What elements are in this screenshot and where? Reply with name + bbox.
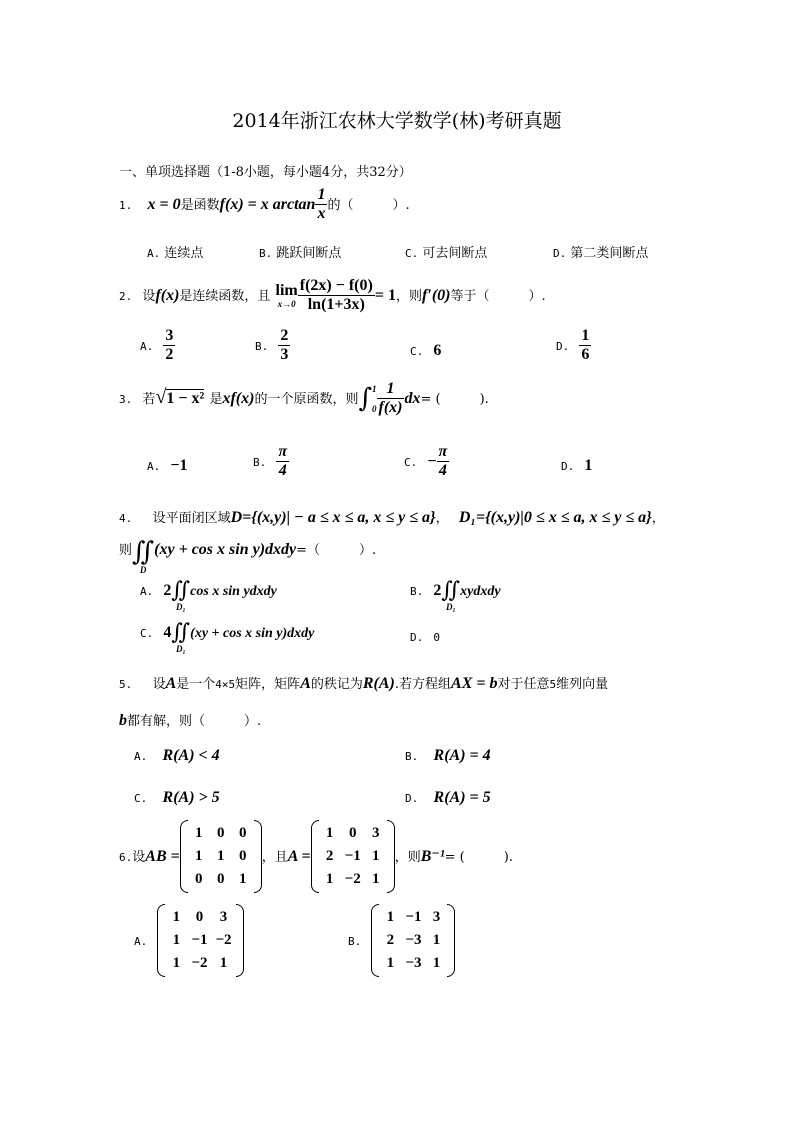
option-label: B. [348, 935, 362, 948]
matrix-cell: 1 [172, 909, 181, 925]
question-text: ， [651, 511, 665, 526]
option-a [140, 327, 175, 364]
question-text: 设 [132, 850, 146, 865]
question-text: 的一个原函数，则 [254, 392, 359, 407]
option-label: B. [259, 247, 273, 260]
option-label: B. [253, 456, 267, 469]
option-label: D. [553, 247, 567, 260]
question-text: 都有解，则（ ）. [127, 714, 262, 729]
math-expr: R(A) [362, 675, 395, 692]
math-expr: f(x) [155, 287, 180, 304]
denominator: f(x) [378, 399, 403, 416]
option-label: C. [404, 456, 418, 469]
math-expr: xf(x) [222, 390, 255, 407]
matrix-row [188, 845, 254, 868]
question-text: 维列向量 [556, 677, 609, 692]
question-text: 矩阵，矩阵 [235, 677, 301, 692]
matrix-cell: −1 [405, 909, 422, 925]
option-d [405, 787, 491, 807]
option-label: A. [134, 935, 148, 948]
region-d1: D₁={(x,y)|0 ≤ x ≤ a, x ≤ y ≤ a} [458, 509, 652, 526]
question-text: =（ ）. [296, 543, 377, 558]
matrix-row [188, 822, 254, 845]
lim-sub: x→0 [277, 298, 296, 309]
option-label: C. [140, 627, 154, 640]
matrix-row [379, 929, 447, 952]
option-label: D. [405, 792, 419, 805]
question-number: 4. [119, 512, 133, 525]
math-expr: = 1 [374, 287, 396, 304]
question-4-line2 [119, 539, 376, 575]
sqrt-body: 1 − x² [166, 390, 205, 407]
option-label: D. [556, 340, 570, 353]
matrix-cell: 0 [348, 825, 357, 841]
option-value: R(A) > 5 [162, 789, 220, 806]
upper-limit: 1 [372, 383, 377, 394]
question-text: ，则 [394, 850, 421, 865]
matrix-cell: 1 [194, 825, 203, 841]
option-value: 0 [433, 631, 441, 644]
matrix-cell: 1 [194, 848, 203, 864]
matrix-cell: 0 [238, 825, 247, 841]
option-value: R(A) < 4 [162, 747, 220, 764]
math-expr: AB = [145, 848, 180, 865]
numerator: 1 [317, 186, 326, 203]
numerator: π [438, 443, 448, 460]
option-label: B. [255, 340, 269, 353]
math-expr: A = [287, 848, 311, 865]
question-number: 2. [119, 290, 133, 303]
option-value: −1 [170, 457, 188, 474]
question-text: 若 [142, 392, 156, 407]
lim-text: lim [275, 281, 298, 299]
option-label: C. [405, 247, 419, 260]
matrix-ab [180, 822, 262, 891]
question-3 [119, 380, 489, 417]
option-b [405, 745, 491, 765]
double-integral: ∬ D₁ [171, 578, 191, 612]
fraction [163, 327, 175, 364]
question-text: 设 [152, 677, 166, 692]
question-text: = ( ). [420, 392, 489, 407]
question-number: 5. [119, 678, 133, 691]
question-text: 是函数 [180, 198, 220, 213]
option-text: 跳跃间断点 [276, 246, 342, 261]
option-b [253, 443, 289, 480]
math-expr: A [300, 675, 311, 692]
coefficient: 2 [163, 582, 172, 599]
matrix-cell: −1 [344, 848, 361, 864]
option-label: A. [140, 340, 154, 353]
question-text: 对于任意 [497, 677, 550, 692]
numerator: 1 [377, 380, 405, 399]
math-expr: dx [404, 390, 421, 407]
denominator: 6 [581, 346, 590, 363]
fraction [437, 443, 450, 480]
matrix-cell: −1 [191, 932, 208, 948]
question-number: 6. [119, 851, 133, 864]
denominator: 4 [278, 462, 287, 479]
sqrt-sign: √ [155, 386, 167, 408]
question-number: 1. [119, 199, 133, 212]
matrix-cell: −2 [191, 955, 208, 971]
question-text: 是连续函数，且 [179, 289, 271, 304]
matrix-cell: 0 [216, 825, 225, 841]
matrix-cell: 1 [216, 848, 225, 864]
option-label: C. [410, 345, 424, 358]
matrix-a [311, 822, 395, 891]
double-integral: ∬ D [132, 537, 155, 575]
option-d [553, 242, 648, 261]
double-integral: ∬ D₁ [441, 578, 461, 612]
matrix-cell: 0 [238, 848, 247, 864]
fraction [298, 277, 375, 314]
question-text: = ( ). [444, 850, 513, 865]
denominator: 2 [165, 346, 174, 363]
option-c [134, 787, 220, 807]
option-value: R(A) = 5 [433, 789, 491, 806]
matrix-row [319, 845, 387, 868]
numerator: 2 [280, 327, 289, 344]
matrix-cell: 1 [172, 932, 181, 948]
matrix-row [319, 822, 387, 845]
question-number: 3. [119, 393, 133, 406]
option-label: A. [140, 585, 154, 598]
math-expr: f′(0) [421, 287, 451, 304]
denominator: ln(1+3x) [307, 296, 365, 313]
integrand: (xy + cos x sin y)dxdy [154, 541, 297, 558]
option-a [134, 745, 220, 765]
math-expr: B⁻¹ [420, 848, 445, 865]
numerator: π [278, 443, 288, 460]
option-c [140, 622, 314, 654]
number: 5 [549, 678, 557, 691]
dimension: 4×5 [215, 678, 236, 691]
option-d [410, 626, 440, 645]
numerator: 3 [165, 327, 174, 344]
matrix-row [165, 929, 235, 952]
matrix-option-a [157, 906, 243, 975]
math-expr: AX = b [451, 675, 498, 692]
question-text: 则 [119, 543, 133, 558]
option-value: R(A) = 4 [433, 747, 491, 764]
option-value: 1 [584, 457, 593, 474]
option-c [404, 443, 449, 480]
matrix-cell: 0 [195, 909, 204, 925]
question-text: 的秩记为 [310, 677, 363, 692]
numerator: 1 [581, 327, 590, 344]
fraction [579, 327, 591, 364]
integrand: cos x sin ydxdy [190, 584, 277, 599]
matrix-option-b [371, 906, 455, 975]
question-text: 的（ ）. [327, 198, 410, 213]
question-text: 是 [209, 392, 223, 407]
option-text: 可去间断点 [422, 246, 488, 261]
fraction [278, 327, 290, 364]
matrix-row [379, 906, 447, 929]
option-text: 连续点 [164, 246, 204, 261]
option-label: C. [134, 792, 148, 805]
question-text: 设平面闭区域 [152, 511, 231, 526]
matrix-cell: 1 [325, 871, 334, 887]
integral-region: D₁ [175, 602, 186, 612]
integral-region: D₁ [445, 602, 456, 612]
integrand: (xy + cos x sin y)dxdy [190, 626, 315, 641]
matrix-cell: 1 [432, 955, 441, 971]
coefficient: 4 [163, 624, 172, 641]
minus-sign: − [427, 453, 437, 470]
integral-sign: ∫ [358, 383, 372, 414]
matrix-cell: 3 [371, 825, 380, 841]
matrix-row [379, 952, 447, 975]
math-expr: x = 0 [147, 196, 181, 213]
matrix-cell: −3 [405, 932, 422, 948]
matrix-cell: 2 [386, 932, 395, 948]
option-label: A. [134, 750, 148, 763]
page-title: 2014年浙江农林大学数学(林)考研真题 [232, 110, 562, 132]
question-6 [119, 822, 513, 891]
option-b [410, 580, 501, 612]
limit [276, 283, 298, 309]
matrix-cell: 1 [325, 825, 334, 841]
question-text: 等于（ ）. [450, 289, 546, 304]
question-5-line2 [119, 710, 261, 730]
option-a [134, 906, 244, 975]
matrix-cell: 2 [325, 848, 334, 864]
matrix-cell: 1 [219, 955, 228, 971]
option-label: A. [147, 460, 161, 473]
option-b [259, 242, 341, 261]
option-value: 6 [433, 342, 442, 359]
fraction [315, 186, 327, 223]
question-text: .若方程组 [394, 677, 452, 692]
question-text: 是一个 [176, 677, 216, 692]
option-b [348, 906, 455, 975]
matrix-cell: 3 [219, 909, 228, 925]
question-text: ，则 [395, 289, 422, 304]
matrix-row [165, 952, 235, 975]
question-2 [119, 277, 546, 314]
question-4 [119, 507, 665, 527]
section-heading: 一、单项选择题（1-8小题，每小题4分，共32分） [119, 165, 412, 180]
question-text: ， [435, 511, 449, 526]
lower-limit: 0 [372, 403, 377, 414]
matrix-row [188, 868, 254, 891]
option-label: A. [147, 247, 161, 260]
region-d: D={(x,y)| − a ≤ x ≤ a, x ≤ y ≤ a} [230, 509, 436, 526]
numerator: f(2x) − f(0) [299, 277, 373, 294]
option-d [561, 455, 592, 475]
option-label: D. [410, 631, 424, 644]
math-expr: A [165, 675, 177, 692]
option-label: D. [561, 460, 575, 473]
matrix-cell: 1 [432, 932, 441, 948]
option-text: 第二类间断点 [570, 246, 649, 261]
fraction [276, 443, 289, 480]
math-expr: b [119, 712, 127, 729]
matrix-row [165, 906, 235, 929]
matrix-cell: 1 [371, 848, 380, 864]
matrix-cell: 1 [172, 955, 181, 971]
matrix-cell: 0 [194, 871, 203, 887]
matrix-cell: 1 [238, 871, 247, 887]
matrix-cell: 1 [386, 909, 395, 925]
double-integral: ∬ D₁ [171, 620, 191, 654]
option-c [405, 242, 487, 261]
question-text: 设 [142, 289, 156, 304]
integrand: xydxdy [460, 584, 501, 599]
question-text: ，且 [261, 850, 288, 865]
integral-region: D₁ [175, 644, 186, 654]
math-expr: f(x) = x arctan [219, 196, 316, 213]
matrix-cell: 3 [432, 909, 441, 925]
matrix-cell: −2 [344, 871, 361, 887]
denominator: 3 [280, 346, 289, 363]
option-a [147, 455, 188, 475]
coefficient: 2 [433, 582, 442, 599]
option-label: B. [410, 585, 424, 598]
matrix-row [319, 868, 387, 891]
matrix-cell: 0 [216, 871, 225, 887]
denominator: 4 [438, 462, 447, 479]
matrix-cell: 1 [386, 955, 395, 971]
integral-region: D [139, 565, 147, 575]
option-a [147, 242, 203, 261]
matrix-cell: −2 [215, 932, 232, 948]
fraction [377, 380, 405, 417]
matrix-cell: 1 [371, 871, 380, 887]
question-5 [119, 673, 608, 693]
option-d [556, 327, 591, 364]
option-b [255, 327, 290, 364]
denominator: x [317, 205, 326, 222]
option-label: B. [405, 750, 419, 763]
option-c [410, 340, 441, 360]
question-1 [119, 186, 410, 223]
matrix-cell: −3 [405, 955, 422, 971]
option-a [140, 580, 277, 612]
